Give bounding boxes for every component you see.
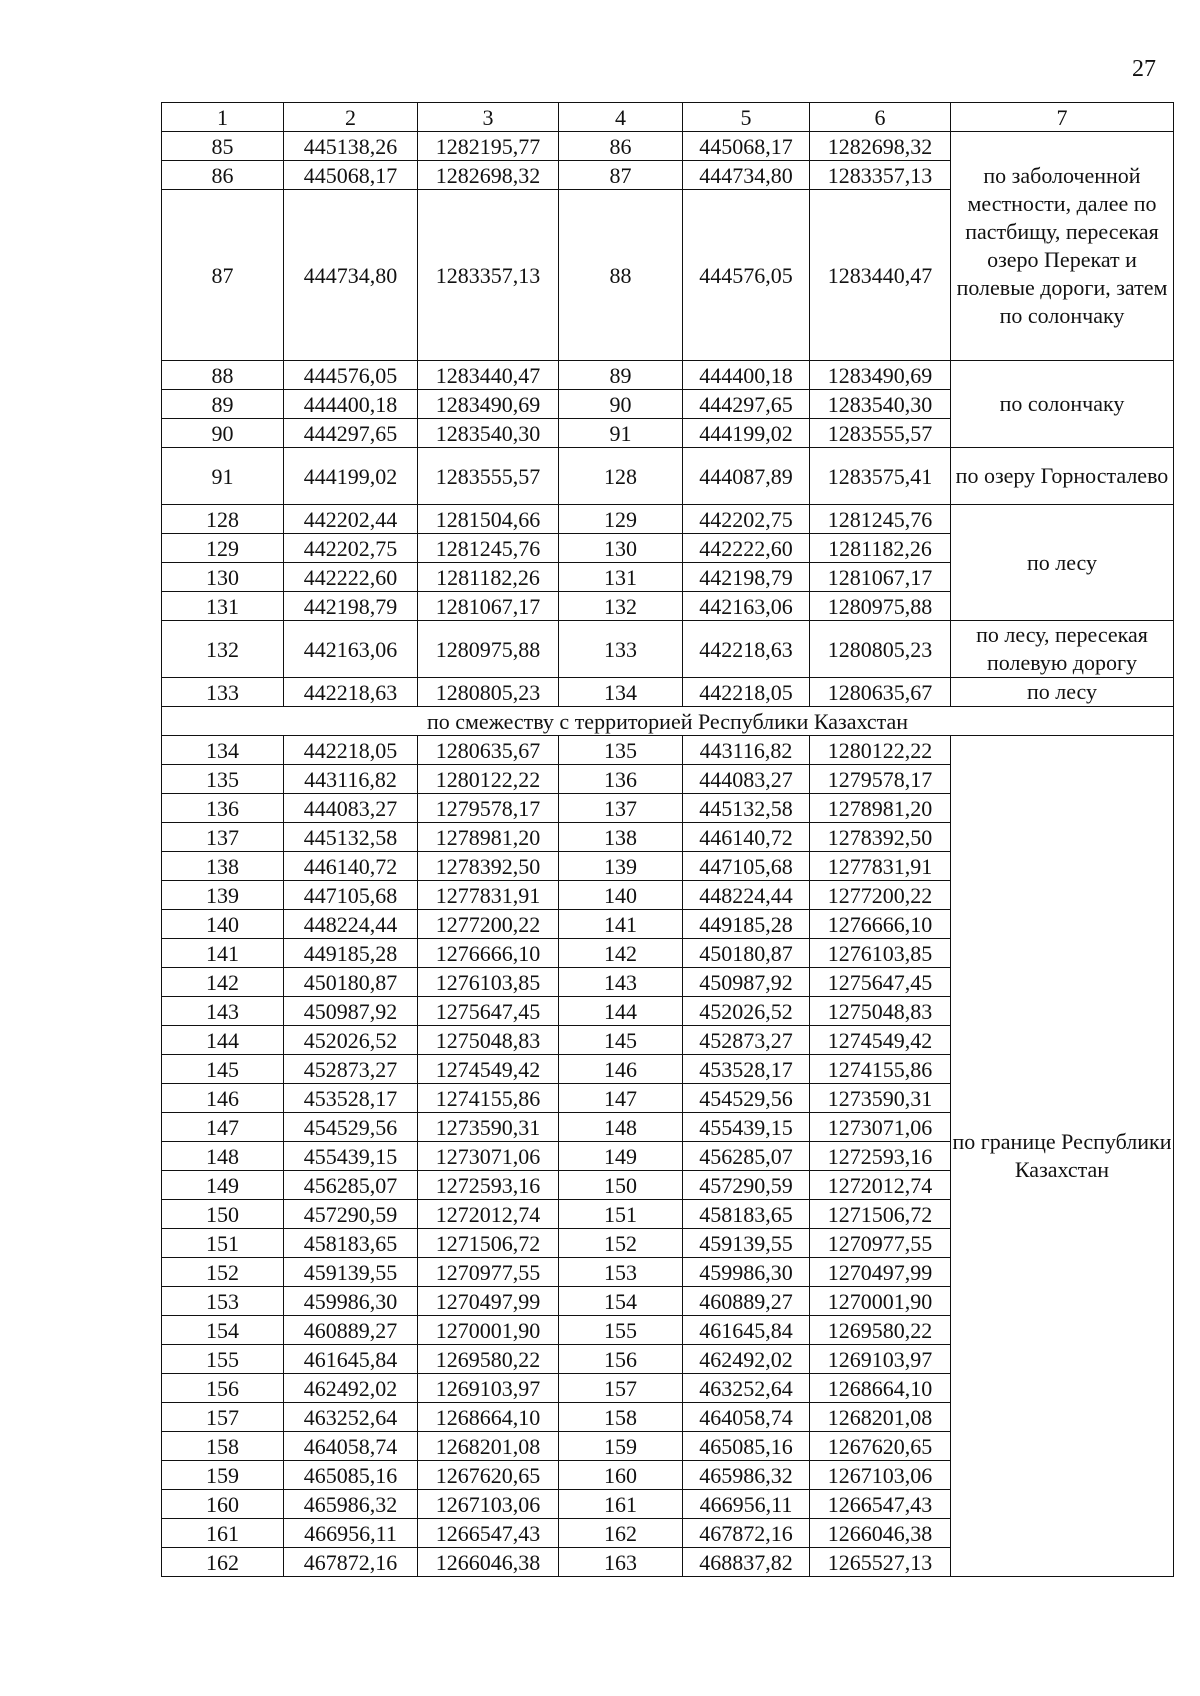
point-from: 88 <box>162 361 284 390</box>
y-from: 1274549,42 <box>418 1055 559 1084</box>
x-from: 447105,68 <box>284 881 418 910</box>
y-from: 1282698,32 <box>418 161 559 190</box>
point-to: 162 <box>559 1519 683 1548</box>
point-to: 140 <box>559 881 683 910</box>
y-to: 1269103,97 <box>810 1345 951 1374</box>
point-to: 143 <box>559 968 683 997</box>
x-to: 458183,65 <box>683 1200 810 1229</box>
separator-row <box>162 707 1174 736</box>
point-to: 129 <box>559 505 683 534</box>
x-to: 450180,87 <box>683 939 810 968</box>
y-from: 1268664,10 <box>418 1403 559 1432</box>
x-to: 467872,16 <box>683 1519 810 1548</box>
x-from: 452873,27 <box>284 1055 418 1084</box>
y-from: 1273590,31 <box>418 1113 559 1142</box>
x-to: 449185,28 <box>683 910 810 939</box>
route-description: по озеру Горносталево <box>951 448 1174 505</box>
x-to: 453528,17 <box>683 1055 810 1084</box>
x-from: 442202,75 <box>284 534 418 563</box>
point-from: 129 <box>162 534 284 563</box>
point-from: 85 <box>162 132 284 161</box>
x-to: 466956,11 <box>683 1490 810 1519</box>
x-from: 442218,63 <box>284 678 418 707</box>
x-to: 444297,65 <box>683 390 810 419</box>
point-to: 136 <box>559 765 683 794</box>
y-from: 1268201,08 <box>418 1432 559 1461</box>
y-to: 1274549,42 <box>810 1026 951 1055</box>
x-from: 464058,74 <box>284 1432 418 1461</box>
x-from: 453528,17 <box>284 1084 418 1113</box>
x-to: 459139,55 <box>683 1229 810 1258</box>
point-to: 135 <box>559 736 683 765</box>
point-to: 128 <box>559 448 683 505</box>
x-to: 445132,58 <box>683 794 810 823</box>
point-to: 157 <box>559 1374 683 1403</box>
x-from: 467872,16 <box>284 1548 418 1577</box>
point-from: 140 <box>162 910 284 939</box>
point-to: 139 <box>559 852 683 881</box>
y-to: 1281182,26 <box>810 534 951 563</box>
y-from: 1277200,22 <box>418 910 559 939</box>
y-to: 1268201,08 <box>810 1403 951 1432</box>
x-from: 465986,32 <box>284 1490 418 1519</box>
point-from: 153 <box>162 1287 284 1316</box>
y-to: 1280122,22 <box>810 736 951 765</box>
x-from: 459986,30 <box>284 1287 418 1316</box>
boundary-coordinates-table <box>161 102 1174 1577</box>
point-from: 154 <box>162 1316 284 1345</box>
x-from: 442198,79 <box>284 592 418 621</box>
y-from: 1266046,38 <box>418 1548 559 1577</box>
y-from: 1283490,69 <box>418 390 559 419</box>
y-from: 1277831,91 <box>418 881 559 910</box>
point-to: 130 <box>559 534 683 563</box>
point-to: 147 <box>559 1084 683 1113</box>
point-to: 145 <box>559 1026 683 1055</box>
y-from: 1281182,26 <box>418 563 559 592</box>
y-to: 1282698,32 <box>810 132 951 161</box>
header-cell: 7 <box>951 103 1174 132</box>
x-from: 444400,18 <box>284 390 418 419</box>
y-from: 1270977,55 <box>418 1258 559 1287</box>
point-from: 135 <box>162 765 284 794</box>
x-from: 454529,56 <box>284 1113 418 1142</box>
y-from: 1269580,22 <box>418 1345 559 1374</box>
x-to: 450987,92 <box>683 968 810 997</box>
x-from: 444199,02 <box>284 448 418 505</box>
x-from: 452026,52 <box>284 1026 418 1055</box>
route-description: по лесу, пересекая полевую дорогу <box>951 621 1174 678</box>
x-from: 457290,59 <box>284 1200 418 1229</box>
point-from: 90 <box>162 419 284 448</box>
x-from: 455439,15 <box>284 1142 418 1171</box>
point-from: 158 <box>162 1432 284 1461</box>
y-to: 1283357,13 <box>810 161 951 190</box>
y-from: 1274155,86 <box>418 1084 559 1113</box>
x-to: 444199,02 <box>683 419 810 448</box>
x-from: 445068,17 <box>284 161 418 190</box>
point-to: 159 <box>559 1432 683 1461</box>
x-from: 444576,05 <box>284 361 418 390</box>
point-to: 160 <box>559 1461 683 1490</box>
y-from: 1273071,06 <box>418 1142 559 1171</box>
table-row <box>162 448 1174 505</box>
route-description: по лесу <box>951 678 1174 707</box>
y-to: 1267103,06 <box>810 1461 951 1490</box>
y-to: 1280635,67 <box>810 678 951 707</box>
y-from: 1280122,22 <box>418 765 559 794</box>
x-from: 445132,58 <box>284 823 418 852</box>
x-to: 459986,30 <box>683 1258 810 1287</box>
point-from: 149 <box>162 1171 284 1200</box>
point-to: 90 <box>559 390 683 419</box>
point-from: 87 <box>162 190 284 361</box>
y-from: 1276103,85 <box>418 968 559 997</box>
x-to: 465986,32 <box>683 1461 810 1490</box>
y-to: 1277200,22 <box>810 881 951 910</box>
y-from: 1282195,77 <box>418 132 559 161</box>
x-from: 443116,82 <box>284 765 418 794</box>
point-from: 132 <box>162 621 284 678</box>
y-to: 1281245,76 <box>810 505 951 534</box>
table-row <box>162 678 1174 707</box>
point-from: 131 <box>162 592 284 621</box>
header-cell: 5 <box>683 103 810 132</box>
point-from: 137 <box>162 823 284 852</box>
y-from: 1271506,72 <box>418 1229 559 1258</box>
y-to: 1276103,85 <box>810 939 951 968</box>
y-from: 1283555,57 <box>418 448 559 505</box>
y-from: 1266547,43 <box>418 1519 559 1548</box>
x-to: 444087,89 <box>683 448 810 505</box>
point-from: 157 <box>162 1403 284 1432</box>
x-to: 442163,06 <box>683 592 810 621</box>
point-to: 133 <box>559 621 683 678</box>
x-from: 444083,27 <box>284 794 418 823</box>
point-to: 134 <box>559 678 683 707</box>
y-to: 1280805,23 <box>810 621 951 678</box>
x-from: 445138,26 <box>284 132 418 161</box>
point-from: 134 <box>162 736 284 765</box>
point-to: 146 <box>559 1055 683 1084</box>
point-from: 151 <box>162 1229 284 1258</box>
point-from: 147 <box>162 1113 284 1142</box>
x-to: 452026,52 <box>683 997 810 1026</box>
point-to: 153 <box>559 1258 683 1287</box>
y-from: 1283357,13 <box>418 190 559 361</box>
point-from: 145 <box>162 1055 284 1084</box>
x-to: 444576,05 <box>683 190 810 361</box>
y-from: 1278392,50 <box>418 852 559 881</box>
point-from: 148 <box>162 1142 284 1171</box>
point-to: 137 <box>559 794 683 823</box>
point-from: 133 <box>162 678 284 707</box>
point-from: 156 <box>162 1374 284 1403</box>
x-to: 444083,27 <box>683 765 810 794</box>
y-from: 1283440,47 <box>418 361 559 390</box>
x-to: 463252,64 <box>683 1374 810 1403</box>
y-from: 1270497,99 <box>418 1287 559 1316</box>
point-to: 150 <box>559 1171 683 1200</box>
y-to: 1274155,86 <box>810 1055 951 1084</box>
y-to: 1277831,91 <box>810 852 951 881</box>
point-to: 141 <box>559 910 683 939</box>
y-to: 1270977,55 <box>810 1229 951 1258</box>
point-to: 144 <box>559 997 683 1026</box>
x-from: 461645,84 <box>284 1345 418 1374</box>
y-from: 1270001,90 <box>418 1316 559 1345</box>
point-to: 155 <box>559 1316 683 1345</box>
x-to: 465085,16 <box>683 1432 810 1461</box>
x-from: 442163,06 <box>284 621 418 678</box>
x-from: 448224,44 <box>284 910 418 939</box>
point-to: 149 <box>559 1142 683 1171</box>
x-to: 447105,68 <box>683 852 810 881</box>
y-to: 1276666,10 <box>810 910 951 939</box>
y-to: 1272593,16 <box>810 1142 951 1171</box>
table-row <box>162 736 1174 765</box>
y-from: 1269103,97 <box>418 1374 559 1403</box>
x-from: 444734,80 <box>284 190 418 361</box>
table-row <box>162 361 1174 390</box>
y-to: 1266046,38 <box>810 1519 951 1548</box>
x-from: 463252,64 <box>284 1403 418 1432</box>
x-from: 462492,02 <box>284 1374 418 1403</box>
point-from: 160 <box>162 1490 284 1519</box>
y-from: 1272593,16 <box>418 1171 559 1200</box>
x-to: 455439,15 <box>683 1113 810 1142</box>
y-to: 1278392,50 <box>810 823 951 852</box>
section-separator: по смежеству с территорией Республики Казахстан <box>162 707 1174 736</box>
y-to: 1267620,65 <box>810 1432 951 1461</box>
route-description: по солончаку <box>951 361 1174 448</box>
x-to: 457290,59 <box>683 1171 810 1200</box>
point-to: 132 <box>559 592 683 621</box>
point-to: 152 <box>559 1229 683 1258</box>
x-from: 442222,60 <box>284 563 418 592</box>
y-to: 1270497,99 <box>810 1258 951 1287</box>
y-to: 1271506,72 <box>810 1200 951 1229</box>
x-to: 443116,82 <box>683 736 810 765</box>
x-from: 458183,65 <box>284 1229 418 1258</box>
point-from: 143 <box>162 997 284 1026</box>
point-to: 89 <box>559 361 683 390</box>
point-from: 146 <box>162 1084 284 1113</box>
y-from: 1281504,66 <box>418 505 559 534</box>
point-from: 152 <box>162 1258 284 1287</box>
x-from: 459139,55 <box>284 1258 418 1287</box>
y-to: 1283555,57 <box>810 419 951 448</box>
y-to: 1281067,17 <box>810 563 951 592</box>
point-to: 142 <box>559 939 683 968</box>
y-from: 1275048,83 <box>418 1026 559 1055</box>
y-from: 1280805,23 <box>418 678 559 707</box>
point-from: 86 <box>162 161 284 190</box>
y-to: 1269580,22 <box>810 1316 951 1345</box>
y-to: 1278981,20 <box>810 794 951 823</box>
point-to: 151 <box>559 1200 683 1229</box>
header-cell: 6 <box>810 103 951 132</box>
point-to: 156 <box>559 1345 683 1374</box>
route-description: по лесу <box>951 505 1174 621</box>
y-from: 1267620,65 <box>418 1461 559 1490</box>
y-to: 1275048,83 <box>810 997 951 1026</box>
point-to: 163 <box>559 1548 683 1577</box>
y-from: 1278981,20 <box>418 823 559 852</box>
point-to: 161 <box>559 1490 683 1519</box>
y-from: 1272012,74 <box>418 1200 559 1229</box>
point-from: 144 <box>162 1026 284 1055</box>
point-to: 91 <box>559 419 683 448</box>
point-from: 91 <box>162 448 284 505</box>
point-to: 86 <box>559 132 683 161</box>
point-from: 150 <box>162 1200 284 1229</box>
y-from: 1279578,17 <box>418 794 559 823</box>
x-to: 442218,63 <box>683 621 810 678</box>
point-to: 88 <box>559 190 683 361</box>
x-to: 442222,60 <box>683 534 810 563</box>
y-to: 1283490,69 <box>810 361 951 390</box>
point-from: 142 <box>162 968 284 997</box>
y-to: 1280975,88 <box>810 592 951 621</box>
x-to: 452873,27 <box>683 1026 810 1055</box>
x-from: 444297,65 <box>284 419 418 448</box>
y-to: 1273071,06 <box>810 1113 951 1142</box>
point-from: 130 <box>162 563 284 592</box>
point-from: 161 <box>162 1519 284 1548</box>
x-from: 456285,07 <box>284 1171 418 1200</box>
x-from: 466956,11 <box>284 1519 418 1548</box>
x-to: 448224,44 <box>683 881 810 910</box>
x-to: 468837,82 <box>683 1548 810 1577</box>
x-to: 454529,56 <box>683 1084 810 1113</box>
x-from: 450987,92 <box>284 997 418 1026</box>
y-from: 1283540,30 <box>418 419 559 448</box>
y-from: 1280635,67 <box>418 736 559 765</box>
x-to: 464058,74 <box>683 1403 810 1432</box>
y-from: 1267103,06 <box>418 1490 559 1519</box>
header-cell: 1 <box>162 103 284 132</box>
y-to: 1266547,43 <box>810 1490 951 1519</box>
y-from: 1281067,17 <box>418 592 559 621</box>
x-from: 449185,28 <box>284 939 418 968</box>
x-to: 461645,84 <box>683 1316 810 1345</box>
point-to: 138 <box>559 823 683 852</box>
x-to: 442198,79 <box>683 563 810 592</box>
x-to: 460889,27 <box>683 1287 810 1316</box>
table-row <box>162 505 1174 534</box>
header-cell: 2 <box>284 103 418 132</box>
header-row <box>162 103 1174 132</box>
y-from: 1281245,76 <box>418 534 559 563</box>
y-to: 1270001,90 <box>810 1287 951 1316</box>
y-to: 1283540,30 <box>810 390 951 419</box>
x-to: 442202,75 <box>683 505 810 534</box>
x-from: 460889,27 <box>284 1316 418 1345</box>
point-from: 155 <box>162 1345 284 1374</box>
point-to: 87 <box>559 161 683 190</box>
y-to: 1268664,10 <box>810 1374 951 1403</box>
x-from: 465085,16 <box>284 1461 418 1490</box>
y-to: 1275647,45 <box>810 968 951 997</box>
point-to: 148 <box>559 1113 683 1142</box>
y-to: 1283440,47 <box>810 190 951 361</box>
point-to: 131 <box>559 563 683 592</box>
y-to: 1272012,74 <box>810 1171 951 1200</box>
y-from: 1275647,45 <box>418 997 559 1026</box>
x-to: 462492,02 <box>683 1345 810 1374</box>
point-from: 138 <box>162 852 284 881</box>
point-from: 139 <box>162 881 284 910</box>
x-from: 446140,72 <box>284 852 418 881</box>
point-to: 154 <box>559 1287 683 1316</box>
x-to: 444400,18 <box>683 361 810 390</box>
y-to: 1273590,31 <box>810 1084 951 1113</box>
x-from: 450180,87 <box>284 968 418 997</box>
x-to: 442218,05 <box>683 678 810 707</box>
y-from: 1280975,88 <box>418 621 559 678</box>
point-from: 159 <box>162 1461 284 1490</box>
point-to: 158 <box>559 1403 683 1432</box>
point-from: 141 <box>162 939 284 968</box>
table-row <box>162 621 1174 678</box>
x-to: 444734,80 <box>683 161 810 190</box>
x-from: 442202,44 <box>284 505 418 534</box>
x-to: 456285,07 <box>683 1142 810 1171</box>
point-from: 128 <box>162 505 284 534</box>
y-from: 1276666,10 <box>418 939 559 968</box>
page-number: 27 <box>1132 56 1156 82</box>
y-to: 1279578,17 <box>810 765 951 794</box>
x-to: 446140,72 <box>683 823 810 852</box>
point-from: 136 <box>162 794 284 823</box>
y-to: 1283575,41 <box>810 448 951 505</box>
header-cell: 3 <box>418 103 559 132</box>
header-cell: 4 <box>559 103 683 132</box>
x-from: 442218,05 <box>284 736 418 765</box>
table-row <box>162 132 1174 161</box>
point-from: 162 <box>162 1548 284 1577</box>
y-to: 1265527,13 <box>810 1548 951 1577</box>
x-to: 445068,17 <box>683 132 810 161</box>
route-description: по границе Республики Казахстан <box>951 736 1174 1577</box>
point-from: 89 <box>162 390 284 419</box>
route-description: по заболоченной местности, далее по пастбищу, пересекая озеро Перекат и полевые дороги, затем по солончаку <box>951 132 1174 361</box>
